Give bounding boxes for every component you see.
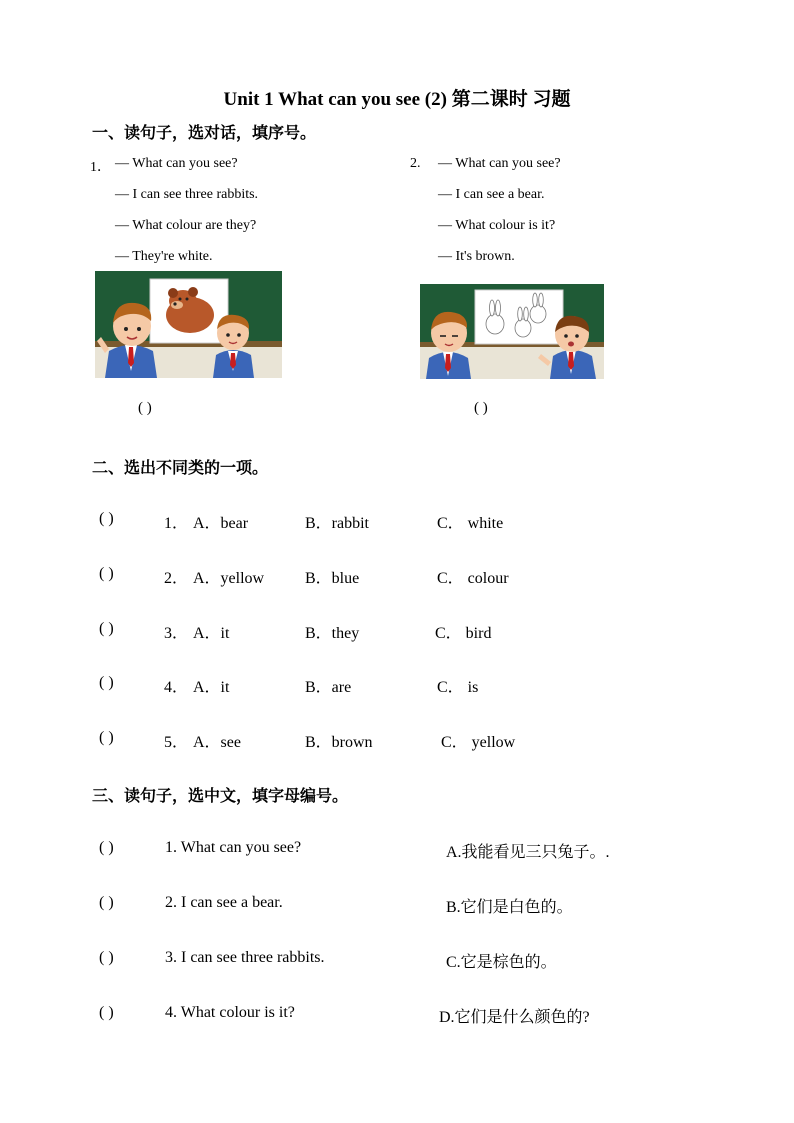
option-a: A．it — [193, 625, 230, 642]
chinese-option: B.它们是白色的。 — [446, 899, 573, 916]
option-b: B．blue — [305, 570, 360, 587]
chinese-option: D.它们是什么颜色的? — [439, 1009, 590, 1026]
section3-heading: 三、读句子，选中文，填字母编号。 — [92, 788, 349, 805]
item-number: 1． — [164, 515, 189, 532]
option-b: B．they — [305, 625, 360, 642]
option-a: A．it — [193, 679, 230, 696]
answer-blank-2[interactable]: ( ) — [474, 400, 488, 416]
picture-rabbits-classroom — [420, 284, 604, 379]
dialog-2-line: — What can you see? — [438, 156, 561, 171]
option-a: A．bear — [193, 515, 249, 532]
chinese-option: A.我能看见三只兔子。. — [446, 844, 610, 861]
section2-heading: 二、选出不同类的一项。 — [92, 460, 269, 477]
answer-blank[interactable]: ( ) — [99, 674, 114, 691]
english-sentence: 3. I can see three rabbits. — [165, 949, 325, 966]
option-b: B．brown — [305, 734, 373, 751]
answer-blank[interactable]: ( ) — [99, 565, 114, 582]
answer-blank[interactable]: ( ) — [99, 894, 114, 911]
option-a: A．yellow — [193, 570, 265, 587]
option-c: C． white — [437, 515, 504, 532]
option-b: B．rabbit — [305, 515, 369, 532]
item-number: 4． — [164, 679, 189, 696]
dialog-2-line: — I can see a bear. — [438, 187, 545, 202]
dialog-1-number: 1． — [90, 160, 111, 175]
option-b: B．are — [305, 679, 352, 696]
answer-blank[interactable]: ( ) — [99, 729, 114, 746]
picture-bear-classroom — [95, 271, 282, 378]
dialog-2-line: — It's brown. — [438, 249, 515, 264]
section1-heading: 一、读句子，选对话，填序号。 — [92, 125, 317, 142]
option-a: A．see — [193, 734, 241, 751]
item-number: 2． — [164, 570, 189, 587]
option-c: C． yellow — [441, 734, 516, 751]
english-sentence: 4. What colour is it? — [165, 1004, 295, 1021]
chinese-option: C.它是棕色的。 — [446, 954, 557, 971]
dialog-1-line: — They're white. — [115, 249, 213, 264]
option-c: C． bird — [435, 625, 492, 642]
dialog-2-number: 2. — [410, 156, 421, 171]
option-c: C． is — [437, 679, 479, 696]
answer-blank[interactable]: ( ) — [99, 620, 114, 637]
dialog-2-line: — What colour is it? — [438, 218, 556, 233]
answer-blank[interactable]: ( ) — [99, 1004, 114, 1021]
page-title: Unit 1 What can you see (2) 第二课时 习题 — [223, 89, 571, 110]
dialog-1-line: — I can see three rabbits. — [115, 187, 259, 202]
answer-blank-1[interactable]: ( ) — [138, 400, 152, 416]
answer-blank[interactable]: ( ) — [99, 839, 114, 856]
option-c: C． colour — [437, 570, 509, 587]
item-number: 3． — [164, 625, 189, 642]
answer-blank[interactable]: ( ) — [99, 510, 114, 527]
item-number: 5． — [164, 734, 189, 751]
english-sentence: 2. I can see a bear. — [165, 894, 283, 911]
dialog-1-line: — What can you see? — [115, 156, 238, 171]
answer-blank[interactable]: ( ) — [99, 949, 114, 966]
dialog-1-line: — What colour are they? — [115, 218, 257, 233]
english-sentence: 1. What can you see? — [165, 839, 302, 856]
